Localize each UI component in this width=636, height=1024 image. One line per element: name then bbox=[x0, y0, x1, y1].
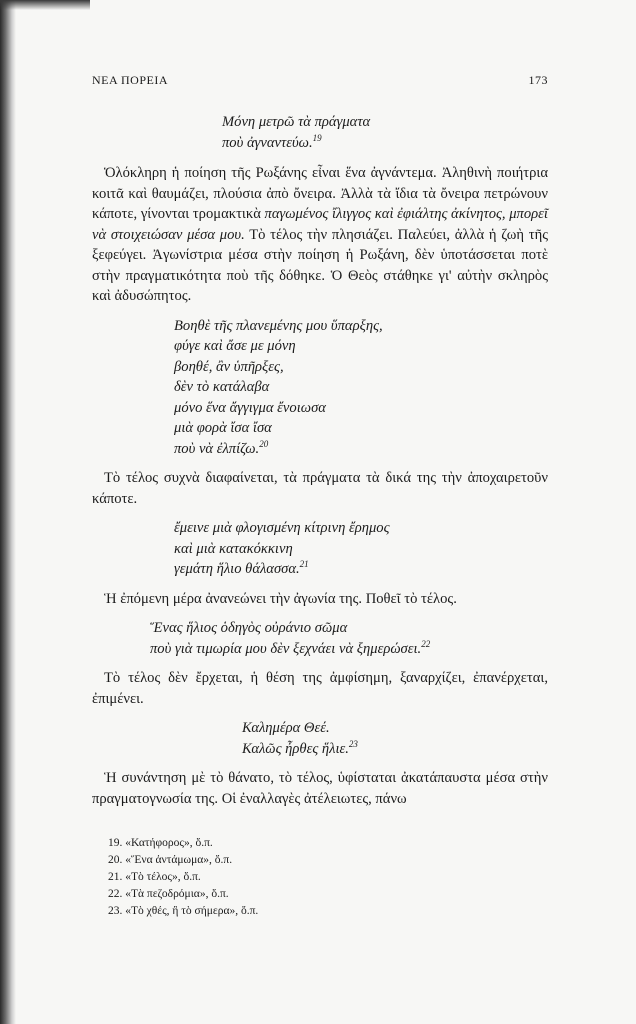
verse-line: Ἕνας ἥλιος ὁδηγὸς οὐράνιο σῶμα bbox=[150, 620, 348, 636]
inline-quote: παγωμένος ἴλιγγος καὶ ἐφιάλτης ἀκίνητος, μπορεῖ νὰ στοιχειώσαν μέσα μου. bbox=[92, 206, 548, 243]
verse-quote-22 bbox=[150, 618, 548, 659]
footnote: 19. «Κατήφορος», ὅ.π. bbox=[108, 837, 213, 849]
paragraph-4: Τὸ τέλος δὲν ἔρχεται, ἡ θέση της ἀμφίσημη, ξαναρχίζει, ἐπανέρχεται, ἐπιμένει. bbox=[92, 670, 548, 707]
paragraph-3: Ἡ ἐπόμενη μέρα ἀνανεώνει τὴν ἀγωνία της. Ποθεῖ τὸ τέλος. bbox=[104, 590, 457, 607]
verse-line-with-note bbox=[174, 439, 548, 460]
verse-quote-23 bbox=[242, 718, 548, 759]
footnote: 23. «Τὸ χθές, ἢ τὸ σήμερα», ὅ.π. bbox=[108, 905, 259, 917]
footnote-ref: 20 bbox=[259, 438, 269, 449]
verse-line: Καλημέρα Θεέ. bbox=[242, 720, 330, 736]
verse-line: δὲν τὸ κατάλαβα bbox=[174, 379, 270, 395]
page-body bbox=[92, 112, 548, 809]
verse-line: Μόνη μετρῶ τὰ πράγματα bbox=[222, 114, 371, 130]
verse-line: γεμάτη ἥλιο θάλασσα. bbox=[174, 561, 300, 577]
verse-line: φύγε καὶ ἄσε με μόνη bbox=[174, 338, 296, 354]
verse-line-with-note bbox=[242, 739, 548, 760]
page-number: 173 bbox=[528, 73, 548, 87]
verse-line: βοηθέ, ἂν ὑπῆρξες, bbox=[174, 358, 284, 375]
paragraph-text: Ὁλόκληρη ἡ ποίηση τῆς Ρωξάνης εἶναι ἕνα ἀγνάντεμα. Ἀληθινὴ ποιήτρια κοιτᾶ καὶ θαυμάζει, πλούσια ἀπὸ ὄνειρα. Ἀλλὰ τὰ ἴδια τὰ ὄνειρα πετρώνουν κάποτε, γίνονται τρομακτικὰ bbox=[92, 165, 548, 222]
verse-line-with-note bbox=[174, 559, 548, 580]
footnote: 21. «Τὸ τέλος», ὅ.π. bbox=[108, 871, 201, 883]
paragraph-2: Τὸ τέλος συχνὰ διαφαίνεται, τὰ πράγματα τὰ δικά της τὴν ἀποχαιρετοῦν κάποτε. bbox=[92, 470, 548, 507]
binding-shadow bbox=[0, 0, 16, 1024]
paragraph-1 bbox=[92, 163, 548, 307]
verse-line-with-note bbox=[150, 639, 548, 660]
verse-quote-20 bbox=[174, 316, 548, 460]
footnote-ref: 22 bbox=[421, 638, 431, 649]
verse-line: ποὺ ἀγναντεύω. bbox=[222, 134, 313, 151]
paragraph-5: Ἡ συνάντηση μὲ τὸ θάνατο, τὸ τέλος, ὑφίσταται ἀκατάπαυστα μέσα στὴν πραγματογνωσία της. Οἱ ἐναλλαγὲς ἀτέλειωτες, πάνω bbox=[92, 770, 548, 807]
footnotes bbox=[108, 835, 258, 920]
verse-line: μιὰ φορὰ ἴσα ἴσα bbox=[174, 420, 272, 436]
verse-line-with-note bbox=[222, 133, 548, 154]
footnote-ref: 21 bbox=[299, 559, 309, 570]
verse-line: μόνο ἕνα ἄγγιγμα ἔνοιωσα bbox=[174, 399, 326, 416]
scan-edge-shadow bbox=[0, 0, 90, 10]
verse-line: ποὺ νὰ ἐλπίζω. bbox=[174, 440, 260, 457]
footnote-ref: 23 bbox=[348, 738, 358, 749]
verse-line: ἔμεινε μιὰ φλογισμένη κίτρινη ἔρημος bbox=[174, 520, 390, 536]
verse-line: καὶ μιὰ κατακόκκινη bbox=[174, 540, 293, 557]
verse-line: Καλῶς ἦρθες ἥλιε. bbox=[242, 740, 349, 757]
verse-line: ποὺ γιὰ τιμωρία μου δὲν ξεχνάει νὰ ξημερώσει. bbox=[150, 640, 422, 657]
verse-line: Βοηθὲ τῆς πλανεμένης μου ὕπαρξης, bbox=[174, 317, 383, 334]
paragraph-text: Τὸ τέλος τὴν πλησιάζει. Παλεύει, ἀλλὰ ἡ ζωὴ τῆς ξεφεύγει. Ἀγωνίστρια μέσα στὴν ποίηση ἡ Ρωξάνη, δὲν ὑποτάσσεται ποτὲ στὴν πραγματικότητα ποὺ τῆς δόθηκε. Ὁ Θεὸς στάθηκε γι' αὐτὴν σκληρὸς καὶ ἀδυσώπητος. bbox=[92, 226, 548, 304]
running-head-title: ΝΕΑ ΠΟΡΕΙΑ bbox=[92, 73, 168, 87]
running-head bbox=[92, 73, 548, 89]
verse-quote-21 bbox=[174, 518, 548, 580]
footnote-ref: 19 bbox=[312, 132, 322, 143]
footnote: 20. «Ἕνα ἀντάμωμα», ὅ.π. bbox=[108, 854, 233, 866]
footnote: 22. «Τὰ πεζοδρόμια», ὅ.π. bbox=[108, 888, 229, 900]
verse-quote-19 bbox=[222, 112, 548, 153]
